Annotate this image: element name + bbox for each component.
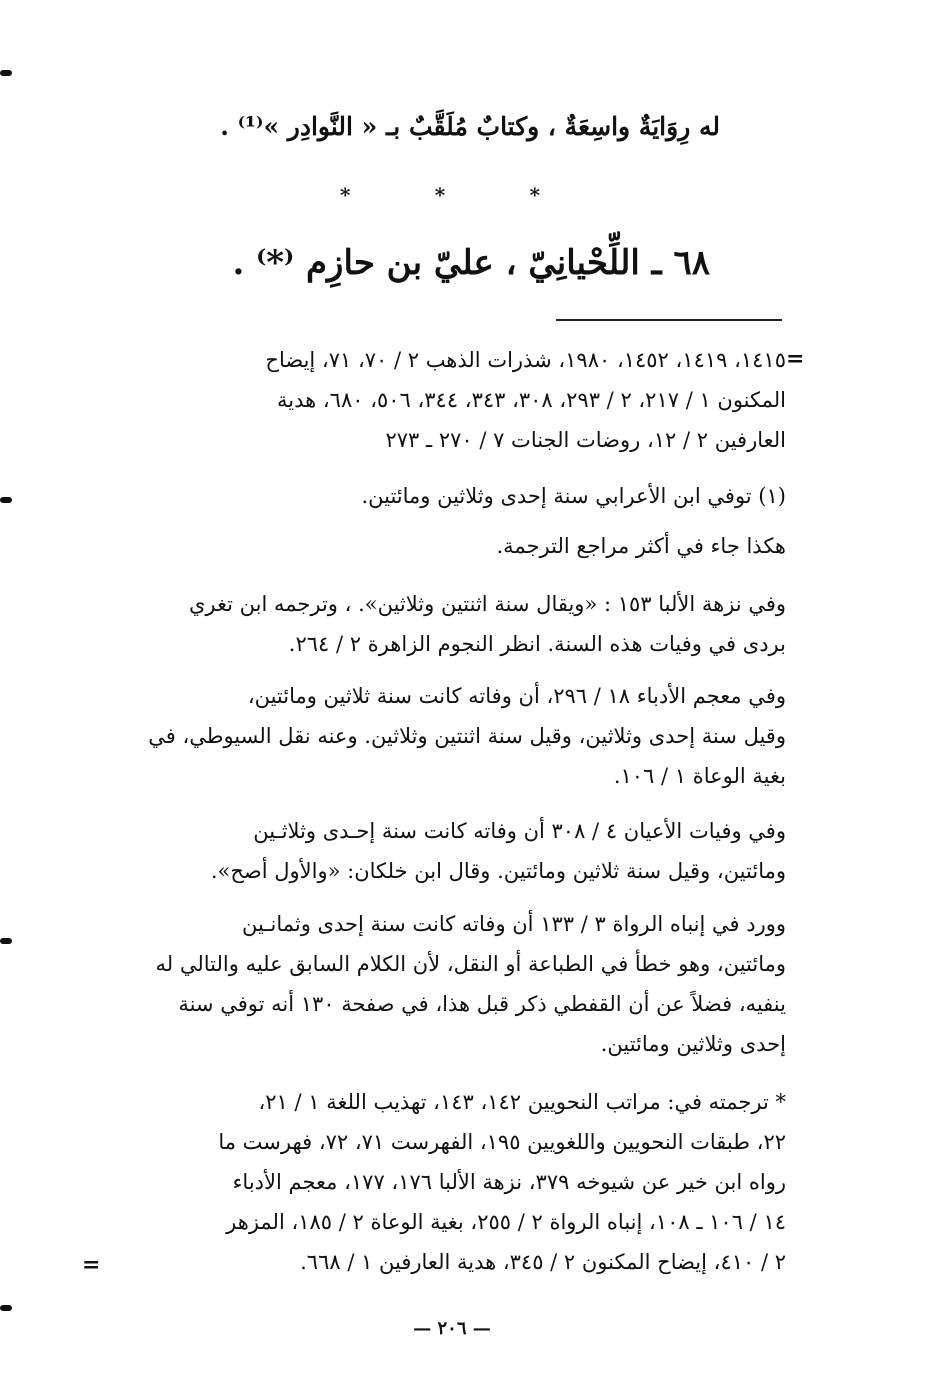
footnote-line: ١٤ / ١٠٦ ـ ١٠٨، إنباه الرواة ٢ / ٢٥٥، بغية الوعاة ٢ / ١٨٥، المزهر	[226, 1210, 786, 1234]
footnote-line: ٢ / ٤١٠، إيضاح المكنون ٢ / ٣٤٥، هدية العارفين ١ / ٦٦٨.	[300, 1250, 786, 1274]
footnote-line: وقيل سنة إحدى وثلاثين، وقيل سنة اثنتين وثلاثين. وعنه نقل السيوطي، في	[148, 724, 786, 748]
footnote-line: وورد في إنباه الرواة ٣ / ١٣٣ أن وفاته كانت سنة إحدى وثمانـين	[242, 912, 786, 936]
footnote-line: إحدى وثلاثين ومائتين.	[600, 1032, 786, 1056]
continues-marker: =	[82, 1252, 101, 1278]
footnote-paragraph	[96, 904, 786, 1064]
footnote-line: ومائتين، وقيل سنة ثلاثين ومائتين. وقال ابن خلكان: «والأول أصح».	[210, 859, 786, 883]
footnote-line: المكنون ١ / ٢١٧، ٢ / ٢٩٣، ٣٠٨، ٣٤٣، ٣٤٤، ٥٠٦، ٦٨٠، هدية	[277, 388, 786, 412]
separator-star: *	[529, 183, 540, 207]
footnote-paragraph	[96, 526, 786, 566]
continued-marker: =	[786, 346, 805, 372]
footnote-paragraph	[96, 676, 786, 796]
footnote-paragraph	[96, 811, 786, 891]
footnote-line: ينفيه، فضلاً عن أن القفطي ذكر قبل هذا، في صفحة ١٣٠ أنه توفي سنة	[178, 992, 786, 1016]
footnote-paragraph	[96, 584, 786, 664]
section-separator	[340, 183, 540, 207]
footnote-paragraph	[96, 476, 786, 516]
edge-ink-mark	[0, 70, 12, 76]
edge-ink-mark	[0, 938, 12, 944]
footnote-line: ٢٢، طبقات النحويين واللغويين ١٩٥، الفهرست ٧١، ٧٢، فهرست ما	[218, 1130, 786, 1154]
entry-heading: ٦٨ ـ اللِّحْيانِيّ ، عليّ بن حازِم ⁽*⁾ .	[232, 243, 710, 283]
footnote-line: ومائتين، وهو خطأ في الطباعة أو النقل، لأن الكلام السابق عليه والتالي له	[155, 952, 786, 976]
footnote-line: هكذا جاء في أكثر مراجع الترجمة.	[496, 534, 786, 558]
page-number: — ٢٠٦ —	[413, 1318, 491, 1339]
footnote-line: رواه ابن خير عن شيوخه ٣٧٩، نزهة الألبا ١٧٦، ١٧٧، معجم الأدباء	[232, 1170, 786, 1194]
footnote-line: * ترجمته في: مراتب النحويين ١٤٢، ١٤٣، تهذيب اللغة ١ / ٢١،	[258, 1090, 786, 1114]
footnote-line: وفي معجم الأدباء ١٨ / ٢٩٦، أن وفاته كانت سنة ثلاثين ومائتين،	[247, 684, 786, 708]
footnote-line: بغية الوعاة ١ / ١٠٦.	[613, 764, 786, 788]
footnote-line: العارفين ٢ / ١٢، روضات الجنات ٧ / ٢٧٠ ـ ٢٧٣	[385, 428, 786, 452]
footnote-line: وفي وفيات الأعيان ٤ / ٣٠٨ أن وفاته كانت سنة إحـدى وثلاثـين	[253, 819, 786, 843]
footnote-paragraph	[96, 1082, 786, 1282]
footnote-line: وفي نزهة الألبا ١٥٣ : «ويقال سنة اثنتين وثلاثين». ، وترجمه ابن تغري	[188, 592, 786, 616]
edge-ink-mark	[0, 1305, 12, 1311]
previous-entry-last-line: له رِوَايَةٌ واسِعَةٌ ، وكتابٌ مُلَقَّبٌ بـ « النَّوادِر »⁽¹⁾ .	[220, 112, 720, 141]
edge-ink-mark	[0, 497, 12, 503]
separator-star: *	[340, 183, 351, 207]
footnote-line: ١٤١٥، ١٤١٩، ١٤٥٢، ١٩٨٠، شذرات الذهب ٢ / ٧٠، ٧١، إيضاح	[265, 348, 786, 372]
footnote-separator-rule	[556, 319, 782, 321]
footnote-line: بردى في وفيات هذه السنة. انظر النجوم الزاهرة ٢ / ٢٦٤.	[288, 632, 786, 656]
separator-star: *	[434, 183, 446, 207]
footnote-line: (١) توفي ابن الأعرابي سنة إحدى وثلاثين ومائتين.	[361, 484, 786, 508]
sources-continued	[96, 340, 786, 460]
